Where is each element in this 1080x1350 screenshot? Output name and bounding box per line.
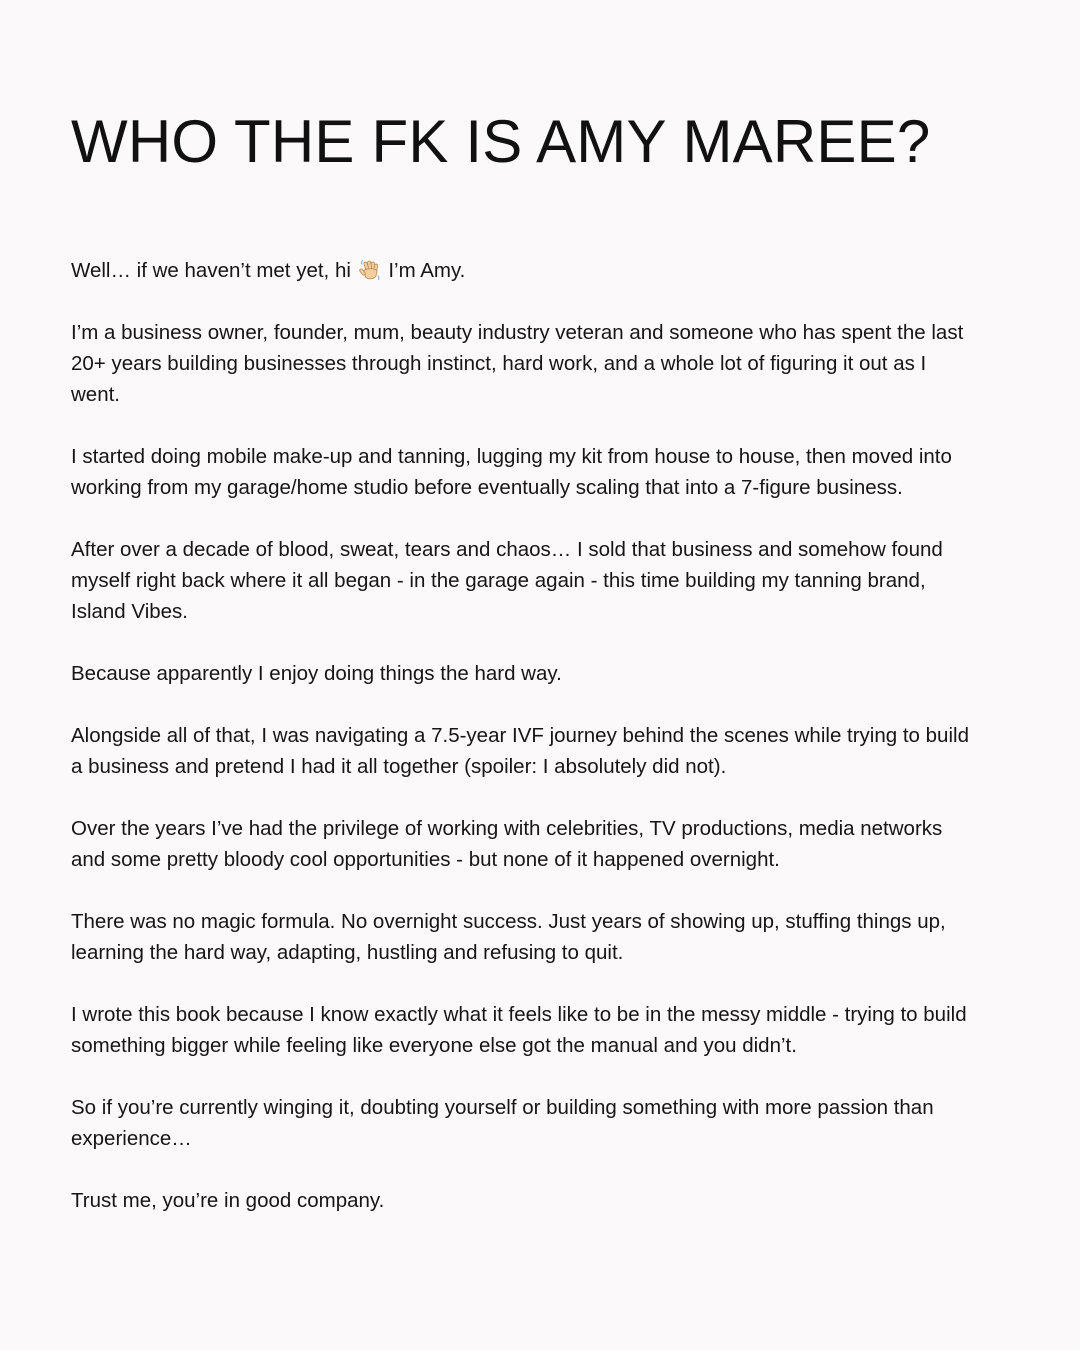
paragraph-ivf: Alongside all of that, I was navigating a 7.5-year IVF journey behind the scenes while trying to build a business and pretend I had it all together (spoiler: I absolutely did not). [71,724,969,778]
intro-paragraph [71,255,971,286]
paragraph-closing: Trust me, you’re in good company. [71,1189,385,1212]
paragraph-no-magic: There was no magic formula. No overnight success. Just years of showing up, stuffing things up, learning the hard way, adapting, hustling and refusing to quit. [71,910,946,964]
intro-after: I’m Amy. [388,259,466,282]
paragraph-hard-way: Because apparently I enjoy doing things the hard way. [71,662,562,685]
body-text [71,255,971,1247]
paragraph-start: I started doing mobile make-up and tanning, lugging my kit from house to house, then moved into working from my garage/home studio before eventually scaling that into a 7-figure business. [71,445,952,499]
paragraph-background: I’m a business owner, founder, mum, beauty industry veteran and someone who has spent the last 20+ years building businesses through instinct, hard work, and a whole lot of figuring it out as I went. [71,321,964,406]
intro-before: Well… if we haven’t met yet, hi [71,259,351,282]
page-title: WHO THE FK IS AMY MAREE? [71,108,931,175]
paragraph-why-book: I wrote this book because I know exactly what it feels like to be in the messy middle - trying to build something bigger while feeling like everyone else got the manual and you didn’t. [71,1003,967,1057]
paragraph-island-vibes: After over a decade of blood, sweat, tears and chaos… I sold that business and somehow found myself right back where it all began - in the garage again - this time building my tanning brand, Island Vibes. [71,538,943,623]
paragraph-winging-it: So if you’re currently winging it, doubting yourself or building something with more passion than experience… [71,1096,934,1150]
paragraph-opportunities: Over the years I’ve had the privilege of working with celebrities, TV productions, media networks and some pretty bloody cool opportunities - but none of it happened overnight. [71,817,943,871]
waving-hand-icon [359,259,381,281]
